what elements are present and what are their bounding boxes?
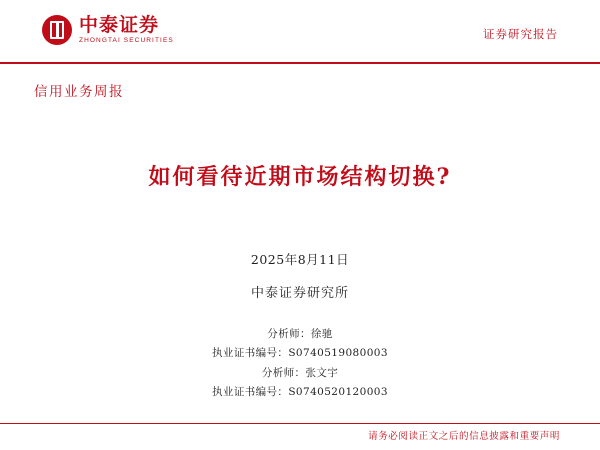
page-header — [0, 0, 600, 62]
footer-disclaimer: 请务必阅读正文之后的信息披露和重要声明 — [368, 431, 560, 442]
analyst-block — [0, 325, 600, 403]
analyst-cert-2: 执业证书编号：S0740520120003 — [212, 386, 388, 399]
report-type-label: 信用业务周报 — [34, 84, 124, 100]
analyst-cert-1: 执业证书编号：S0740519080003 — [212, 347, 388, 360]
logo-chinese-name: 中泰证券 — [79, 13, 160, 36]
header-report-label: 证券研究报告 — [483, 27, 558, 41]
company-logo — [42, 15, 174, 45]
logo-english-name: ZHONGTAI SECURITIES — [79, 36, 174, 44]
page-title: 如何看待近期市场结构切换? — [148, 164, 452, 190]
report-meta — [0, 250, 600, 301]
research-institute: 中泰证券研究所 — [250, 286, 349, 301]
analyst-name-1: 分析师：徐驰 — [267, 328, 333, 340]
logo-text-block — [79, 13, 174, 45]
report-date: 2025年8月11日 — [250, 252, 350, 267]
footer-divider — [0, 423, 600, 424]
analyst-name-2: 分析师：张文宇 — [261, 366, 339, 379]
zhongtai-logo-icon — [42, 15, 72, 45]
header-divider — [0, 62, 600, 64]
